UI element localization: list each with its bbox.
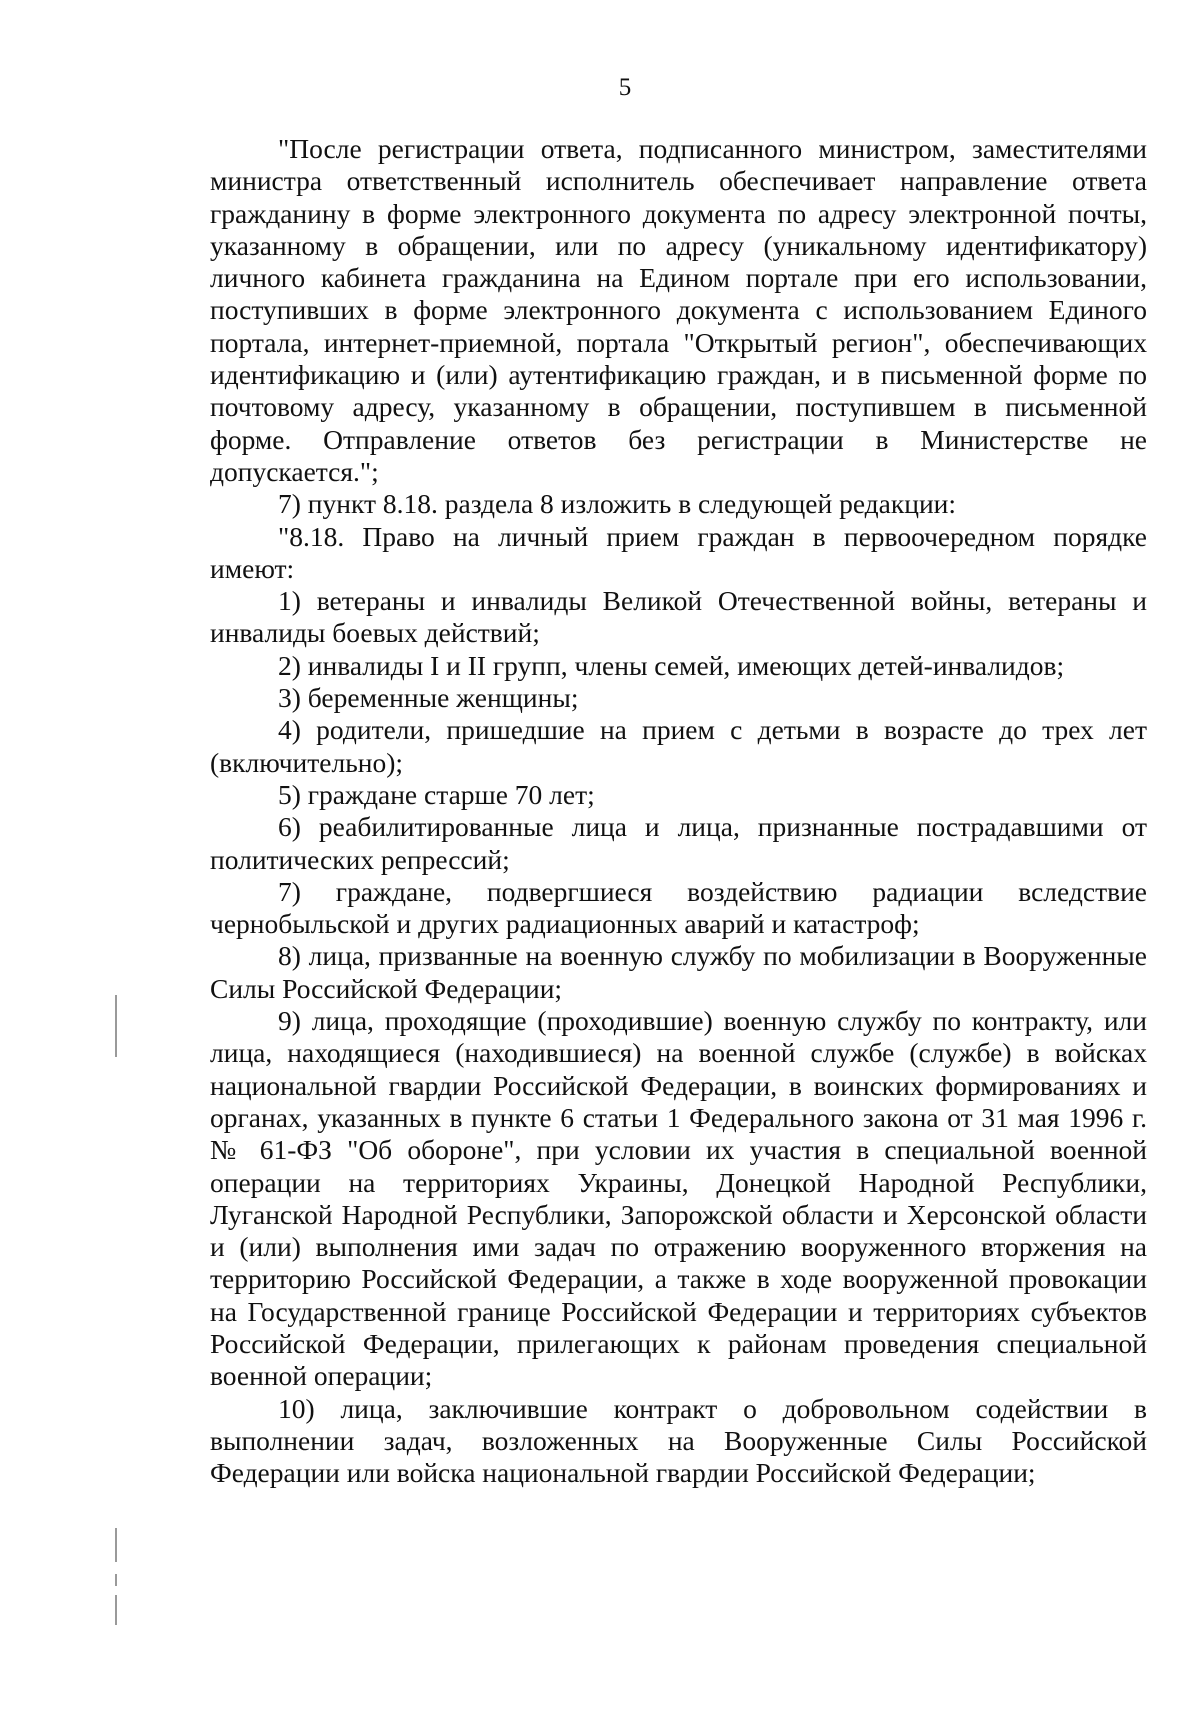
- paragraph-item-7: 7) пункт 8.18. раздела 8 изложить в следующей редакции:: [278, 488, 957, 520]
- list-item-2: 2) инвалиды I и II групп, члены семей, имеющих детей-инвалидов;: [278, 649, 1065, 681]
- list-item-8: 8) лица, призванные на военную службу по мобилизации в Вооруженные Силы Российской Федерации;: [210, 940, 1147, 1004]
- paragraph-answer-registration: "После регистрации ответа, подписанного министром, заместителями министра ответственный исполнитель обеспечивает направление ответа гражданину в форме электронного документа по адресу электронной почты, указанному в обращении, или по адресу (уникальному идентификатору) личного кабинета гражданина на Едином портале при его использовании, поступивших в форме электронного документа с использованием Единого портала, интернет-приемной, портала "Открытый регион", обеспечивающих идентификацию и (или) аутентификацию граждан, и в письменной форме по почтовому адресу, указанному в обращении, поступившем в письменной форме. Отправление ответов без регистрации в Министерстве не допускается.";: [210, 133, 1147, 487]
- scan-artifact-line: [115, 995, 117, 1057]
- list-item-9: 9) лица, проходящие (проходившие) военную службу по контракту, или лица, находящиеся (находившиеся) на военной службе (службе) в войсках национальной гвардии Российской Федерации, в воинских формированиях и органах, указанных в пункте 6 статьи 1 Федерального закона от 31 мая 1996 г. № 61-ФЗ "Об обороне", при условии их участия в специальной военной операции на территориях Украины, Донецкой Народной Республики, Луганской Народной Республики, Запорожской области и Херсонской области и (или) выполнения ими задач по отражению вооруженного вторжения на территорию Российской Федерации, а также в ходе вооруженной провокации на Государственной границе Российской Федерации и территориях субъектов Российской Федерации, прилегающих к районам проведения специальной военной операции;: [210, 1005, 1147, 1392]
- list-item-6: 6) реабилитированные лица и лица, признанные пострадавшими от политических репрессий;: [210, 811, 1147, 875]
- list-item-4: 4) родители, пришедшие на прием с детьми в возрасте до трех лет (включительно);: [210, 714, 1147, 778]
- paragraph-8-18-heading: "8.18. Право на личный прием граждан в первоочередном порядке имеют:: [210, 520, 1147, 584]
- list-item-5: 5) граждане старше 70 лет;: [278, 778, 595, 810]
- list-item-3: 3) беременные женщины;: [278, 682, 579, 714]
- list-item-1: 1) ветераны и инвалиды Великой Отечественной войны, ветераны и инвалиды боевых действий;: [210, 585, 1147, 649]
- document-body: [210, 133, 1147, 1489]
- scan-artifact-line: [115, 1574, 117, 1586]
- page-number: 5: [618, 74, 632, 101]
- scan-artifact-line: [115, 1595, 117, 1625]
- list-item-7: 7) граждане, подвергшиеся воздействию радиации вследствие чернобыльской и других радиационных аварий и катастроф;: [210, 875, 1147, 940]
- scan-artifact-line: [115, 1528, 117, 1562]
- list-item-10: 10) лица, заключившие контракт о добровольном содействии в выполнении задач, возложенных на Вооруженные Силы Российской Федерации или войска национальной гвардии Российской Федерации;: [210, 1392, 1147, 1489]
